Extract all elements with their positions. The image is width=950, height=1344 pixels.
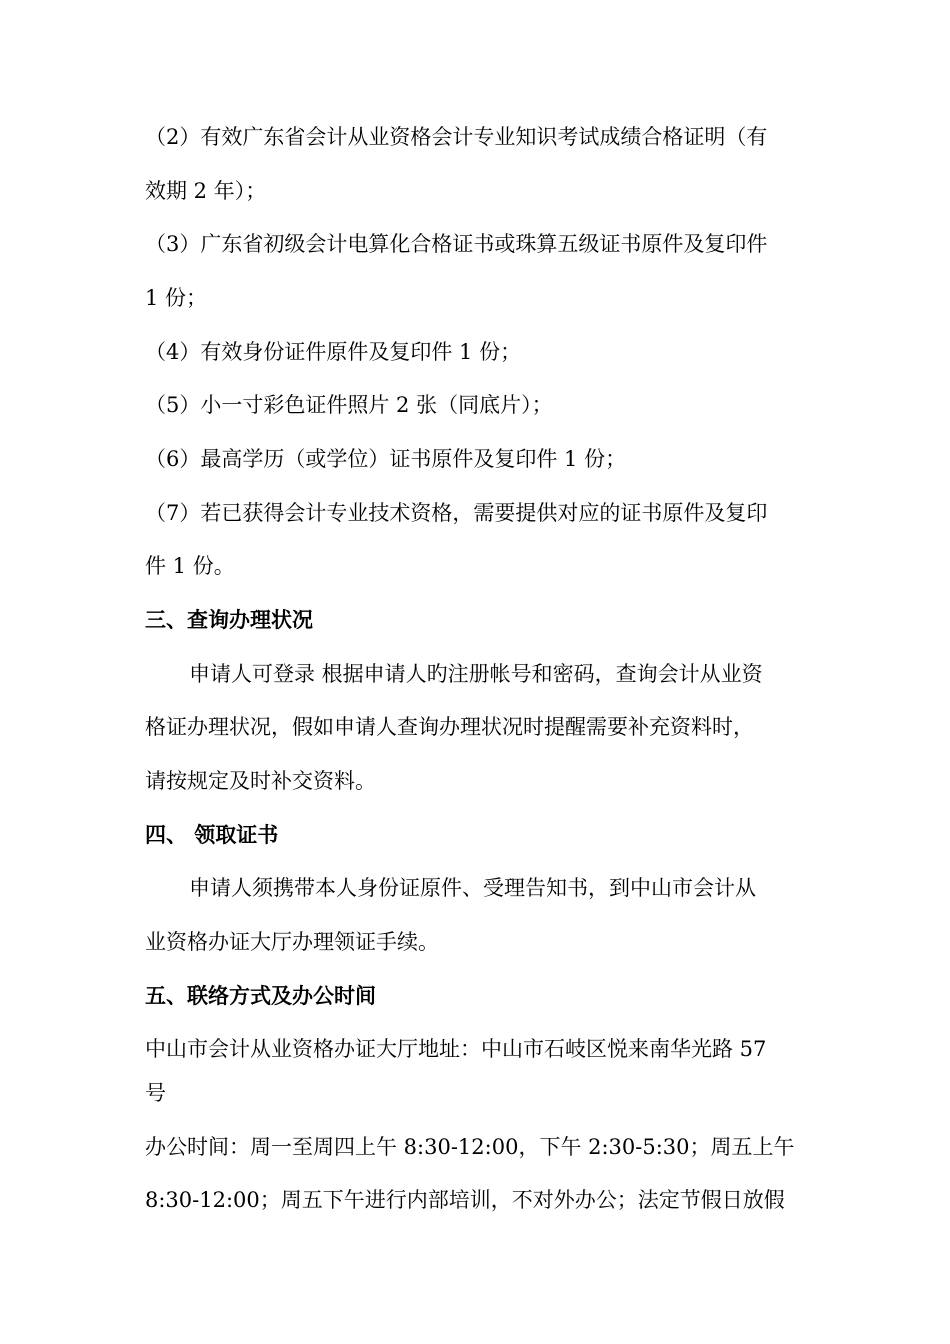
section-3-paragraph-line-2: 格证办理状况，假如申请人查询办理状况时提醒需要补充资料时， xyxy=(145,715,754,739)
list-item-2-line-1: （2）有效广东省会计从业资格会计专业知识考试成绩合格证明（有 xyxy=(145,125,768,149)
section-3-paragraph-line-3: 请按规定及时补交资料。 xyxy=(145,769,376,793)
section-4-heading: 四、 领取证书 xyxy=(145,823,279,847)
section-3-heading: 三、查询办理状况 xyxy=(145,608,313,632)
section-4-paragraph-line-1: 申请人须携带本人身份证原件、受理告知书，到中山市会计从 xyxy=(189,876,756,900)
list-item-2-line-2: 效期 2 年）； xyxy=(145,179,267,203)
section-5-heading: 五、联络方式及办公时间 xyxy=(145,984,376,1008)
address-line-1: 中山市会计从业资格办证大厅地址：中山市石岐区悦来南华光路 57 xyxy=(145,1037,767,1061)
list-item-6: （6）最高学历（或学位）证书原件及复印件 1 份； xyxy=(145,447,627,471)
list-item-5: （5）小一寸彩色证件照片 2 张（同底片）； xyxy=(145,393,553,417)
list-item-4: （4）有效身份证件原件及复印件 1 份； xyxy=(145,340,522,364)
office-hours-line-1: 办公时间：周一至周四上午 8:30-12:00，下午 2:30-5:30；周五上午 xyxy=(145,1135,795,1159)
section-3-paragraph-line-1: 申请人可登录 根据申请人旳注册帐号和密码，查询会计从业资 xyxy=(189,662,763,686)
list-item-3-line-2: 1 份； xyxy=(145,286,208,310)
office-hours-line-2: 8:30-12:00；周五下午进行内部培训，不对外办公；法定节假日放假 xyxy=(145,1188,785,1212)
list-item-7-line-1: （7）若已获得会计专业技术资格，需要提供对应的证书原件及复印 xyxy=(145,501,768,525)
address-line-2: 号 xyxy=(145,1081,166,1105)
section-4-paragraph-line-2: 业资格办证大厅办理领证手续。 xyxy=(145,930,439,954)
list-item-7-line-2: 件 1 份。 xyxy=(145,554,235,578)
list-item-3-line-1: （3）广东省初级会计电算化合格证书或珠算五级证书原件及复印件 xyxy=(145,232,768,256)
